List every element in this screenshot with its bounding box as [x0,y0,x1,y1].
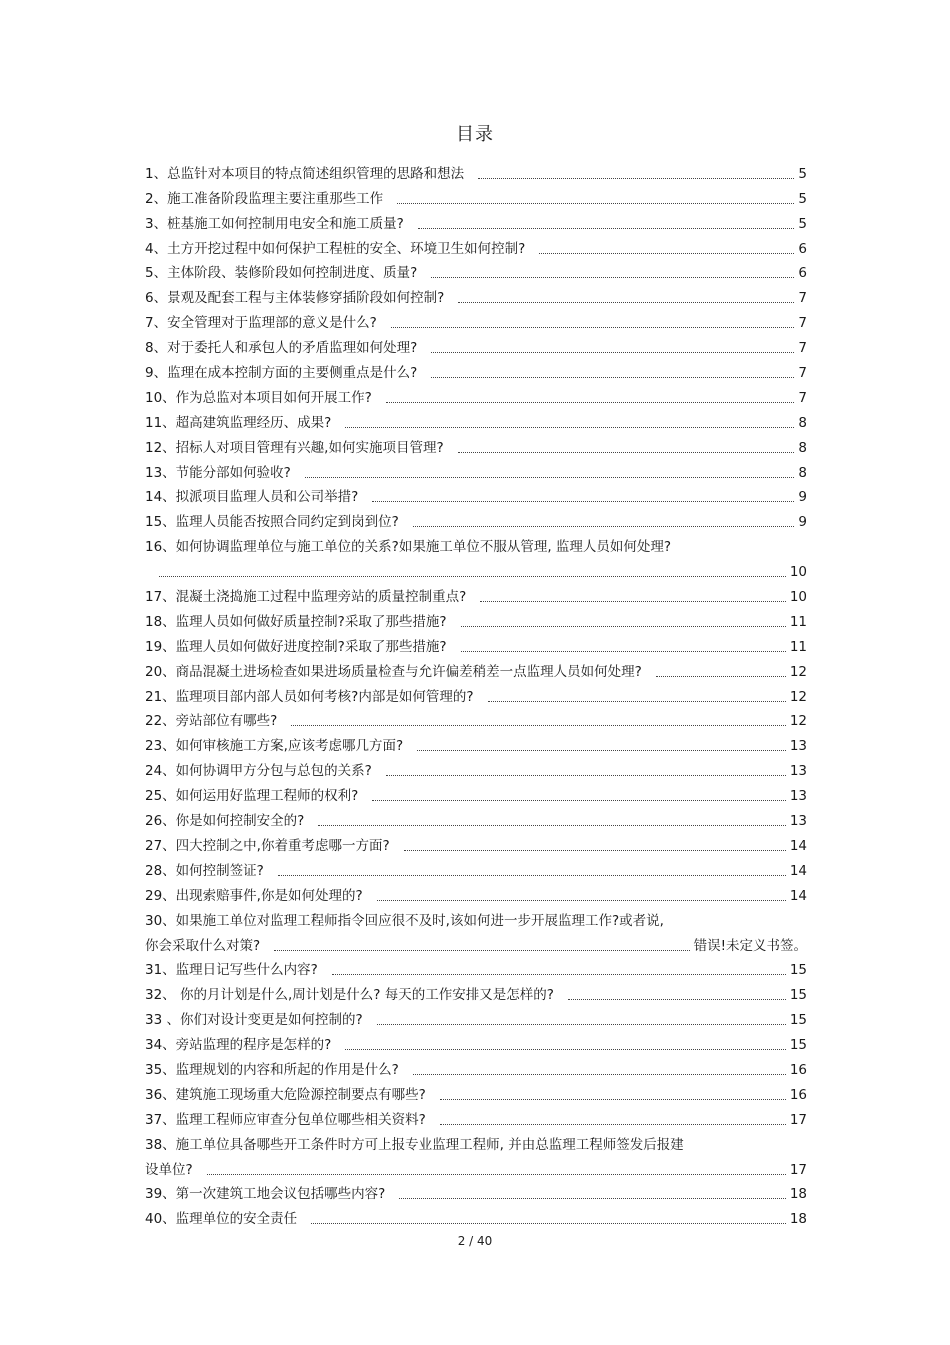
toc-entry-continuation[interactable] [145,556,807,581]
toc-entry-text: 1、总监针对本项目的特点简述组织管理的思路和想法 [145,165,465,182]
toc-entry[interactable] [145,208,807,233]
toc-page-number: 12 [789,688,807,705]
toc-page-number: 6 [798,240,807,257]
toc-page-number: 15 [789,1012,807,1029]
toc-dot-leader [391,327,795,328]
toc-entry[interactable] [145,282,807,307]
toc-dot-leader [386,775,786,776]
toc-page-number: 6 [798,265,807,282]
toc-dot-leader [318,825,785,826]
toc-page-number: 16 [789,1061,807,1078]
toc-entry-text: 15、监理人员能否按照合同约定到岗到位? [145,514,399,531]
toc-page-number: 8 [798,439,807,456]
toc-entry-text: 4、土方开挖过程中如何保护工程桩的安全、环境卫生如何控制? [145,240,526,257]
toc-entry-text: 24、如何协调甲方分包与总包的关系? [145,763,372,780]
toc-page-number: 7 [798,389,807,406]
toc-entry[interactable] [145,905,807,930]
toc-dot-leader [458,452,795,453]
toc-dot-leader [386,402,795,403]
toc-entry-text: 8、对于委托人和承包人的矛盾监理如何处理? [145,340,418,357]
toc-entry-continuation[interactable] [145,1154,807,1179]
toc-entry-text: 23、如何审核施工方案,应该考虑哪几方面? [145,738,404,755]
toc-dot-leader [332,974,786,975]
toc-entry-text: 5、主体阶段、装修阶段如何控制进度、质量? [145,265,418,282]
toc-dot-leader [431,377,794,378]
toc-dot-leader [480,601,785,602]
toc-dot-leader [207,1174,786,1175]
toc-page-number: 错误!未定义书签。 [693,937,807,954]
toc-dot-leader [159,576,786,577]
toc-entry[interactable] [145,830,807,855]
toc-dot-leader [461,651,786,652]
toc-entry[interactable] [145,1179,807,1204]
toc-dot-leader [488,701,786,702]
toc-entry[interactable] [145,1054,807,1079]
toc-entry-text: 11、超高建筑监理经历、成果? [145,414,332,431]
toc-page-number: 16 [789,1086,807,1103]
toc-entry[interactable] [145,1079,807,1104]
toc-page-number: 17 [789,1111,807,1128]
toc-entry-text: 30、如果施工单位对监理工程师指令回应很不及时,该如何进一步开展监理工作?或者说, [145,912,664,929]
toc-entry-text: 13、节能分部如何验收? [145,464,291,481]
toc-dot-leader [431,352,794,353]
toc-entry[interactable] [145,1129,807,1154]
toc-page-number: 12 [789,663,807,680]
toc-entry[interactable] [145,332,807,357]
toc-dot-leader [417,750,786,751]
toc-page-number: 7 [798,290,807,307]
toc-dot-leader [539,253,794,254]
toc-dot-leader [345,427,794,428]
toc-entry[interactable] [145,681,807,706]
toc-dot-leader [397,203,794,204]
toc-entry[interactable] [145,706,807,731]
toc-entry-text: 34、旁站监理的程序是怎样的? [145,1037,332,1054]
toc-page-number: 5 [798,190,807,207]
toc-dot-leader [568,999,786,1000]
toc-entry-text: 9、监理在成本控制方面的主要侧重点是什么? [145,365,418,382]
toc-page-number: 13 [789,788,807,805]
toc-dot-leader [291,725,785,726]
toc-dot-leader [377,1024,786,1025]
toc-entry[interactable] [145,1004,807,1029]
toc-dot-leader [274,950,689,951]
toc-entry-text: 25、如何运用好监理工程师的权利? [145,788,359,805]
toc-page-number: 18 [789,1211,807,1228]
toc-entry[interactable] [145,606,807,631]
toc-entry[interactable] [145,631,807,656]
toc-dot-leader [413,1074,786,1075]
toc-entry[interactable] [145,482,807,507]
toc-dot-leader [278,875,786,876]
toc-entry-text: 17、混凝土浇捣施工过程中监理旁站的质量控制重点? [145,589,467,606]
toc-list [145,158,807,1228]
toc-entry[interactable] [145,581,807,606]
page-number: 2 / 40 [457,1234,493,1248]
toc-page-number: 14 [789,862,807,879]
toc-entry[interactable] [145,955,807,980]
toc-entry[interactable] [145,805,807,830]
toc-page-number: 12 [789,713,807,730]
toc-entry-text: 39、第一次建筑工地会议包括哪些内容? [145,1186,386,1203]
toc-entry-text: 31、监理日记写些什么内容? [145,962,318,979]
toc-entry-text: 35、监理规划的内容和所起的作用是什么? [145,1061,399,1078]
toc-entry-text: 2、施工准备阶段监理主要注重那些工作 [145,190,384,207]
toc-entry[interactable] [145,656,807,681]
toc-page-number: 7 [798,315,807,332]
toc-entry[interactable] [145,531,807,556]
toc-page-number: 8 [798,464,807,481]
toc-page-number: 15 [789,987,807,1004]
toc-entry-text: 16、如何协调监理单位与施工单位的关系?如果施工单位不服从管理, 监理人员如何处理? [145,539,672,556]
toc-dot-leader [399,1198,785,1199]
toc-page-number: 15 [789,962,807,979]
toc-entry-text: 你会采取什么对策? [145,937,261,954]
toc-entry[interactable] [145,357,807,382]
toc-entry[interactable] [145,158,807,183]
toc-page-number: 7 [798,340,807,357]
toc-entry[interactable] [145,506,807,531]
toc-entry[interactable] [145,307,807,332]
toc-entry-continuation[interactable] [145,930,807,955]
toc-dot-leader [458,302,794,303]
page-title: 目录 [456,124,494,145]
toc-dot-leader [440,1099,786,1100]
toc-entry-text: 29、出现索赔事件,你是如何处理的? [145,887,363,904]
toc-entry-text: 33 、你们对设计变更是如何控制的? [145,1012,363,1029]
toc-page-number: 5 [798,165,807,182]
toc-entry-text: 14、拟派项目监理人员和公司举措? [145,489,359,506]
toc-entry-text: 12、招标人对项目管理有兴趣,如何实施项目管理? [145,439,444,456]
toc-entry-text: 20、商品混凝土进场检查如果进场质量检查与允许偏差稍差一点监理人员如何处理? [145,663,642,680]
toc-entry[interactable] [145,780,807,805]
toc-page-number: 14 [789,837,807,854]
toc-entry[interactable] [145,880,807,905]
toc-entry[interactable] [145,258,807,283]
toc-page-number: 11 [789,613,807,630]
toc-entry-text: 设单位? [145,1161,193,1178]
toc-entry[interactable] [145,432,807,457]
toc-dot-leader [440,1124,786,1125]
toc-entry[interactable] [145,233,807,258]
toc-page-number: 17 [789,1161,807,1178]
toc-page-number: 11 [789,638,807,655]
toc-page-number: 8 [798,414,807,431]
toc-entry[interactable] [145,979,807,1004]
toc-page-number: 9 [798,514,807,531]
toc-entry[interactable] [145,1104,807,1129]
toc-page-number: 7 [798,365,807,382]
toc-entry-text: 3、桩基施工如何控制用电安全和施工质量? [145,215,404,232]
toc-dot-leader [656,676,786,677]
toc-dot-leader [305,477,795,478]
toc-dot-leader [478,178,794,179]
toc-entry[interactable] [145,855,807,880]
toc-entry-text: 19、监理人员如何做好进度控制?采取了那些措施? [145,638,447,655]
toc-page-number: 13 [789,763,807,780]
toc-entry-text: 6、景观及配套工程与主体装修穿插阶段如何控制? [145,290,445,307]
toc-entry-text: 40、监理单位的安全责任 [145,1211,298,1228]
toc-entry-text: 10、作为总监对本项目如何开展工作? [145,389,372,406]
toc-entry[interactable] [145,730,807,755]
toc-dot-leader [413,526,795,527]
toc-entry-text: 18、监理人员如何做好质量控制?采取了那些措施? [145,613,447,630]
toc-entry-text: 38、施工单位具备哪些开工条件时方可上报专业监理工程师, 并由总监理工程师签发后报建 [145,1136,684,1153]
toc-entry-text: 27、四大控制之中,你着重考虑哪一方面? [145,837,390,854]
toc-entry[interactable] [145,1203,807,1228]
toc-dot-leader [311,1223,786,1224]
toc-entry-text: 7、安全管理对于监理部的意义是什么? [145,315,377,332]
toc-dot-leader [431,277,794,278]
toc-page-number: 13 [789,813,807,830]
toc-entry-text: 22、旁站部位有哪些? [145,713,278,730]
toc-dot-leader [404,850,786,851]
toc-entry[interactable] [145,755,807,780]
toc-page-number: 18 [789,1186,807,1203]
toc-entry[interactable] [145,382,807,407]
toc-entry-text: 28、如何控制签证? [145,862,264,879]
toc-dot-leader [372,800,785,801]
toc-page-number: 10 [789,564,807,581]
toc-dot-leader [372,501,794,502]
toc-page-number: 5 [798,215,807,232]
toc-page-number: 10 [789,589,807,606]
toc-dot-leader [418,228,795,229]
toc-entry-text: 21、监理项目部内部人员如何考核?内部是如何管理的? [145,688,474,705]
toc-page-number: 14 [789,887,807,904]
toc-entry-text: 37、监理工程师应审查分包单位哪些相关资料? [145,1111,426,1128]
toc-dot-leader [345,1049,785,1050]
toc-entry[interactable] [145,183,807,208]
toc-dot-leader [461,626,786,627]
toc-page-number: 13 [789,738,807,755]
toc-page-number: 15 [789,1037,807,1054]
toc-entry-text: 26、你是如何控制安全的? [145,813,305,830]
toc-dot-leader [377,900,786,901]
toc-entry[interactable] [145,1029,807,1054]
toc-entry-text: 36、建筑施工现场重大危险源控制要点有哪些? [145,1086,426,1103]
toc-page-number: 9 [798,489,807,506]
toc-entry[interactable] [145,457,807,482]
toc-entry[interactable] [145,407,807,432]
toc-entry-text: 32、 你的月计划是什么,周计划是什么? 每天的工作安排又是怎样的? [145,987,554,1004]
